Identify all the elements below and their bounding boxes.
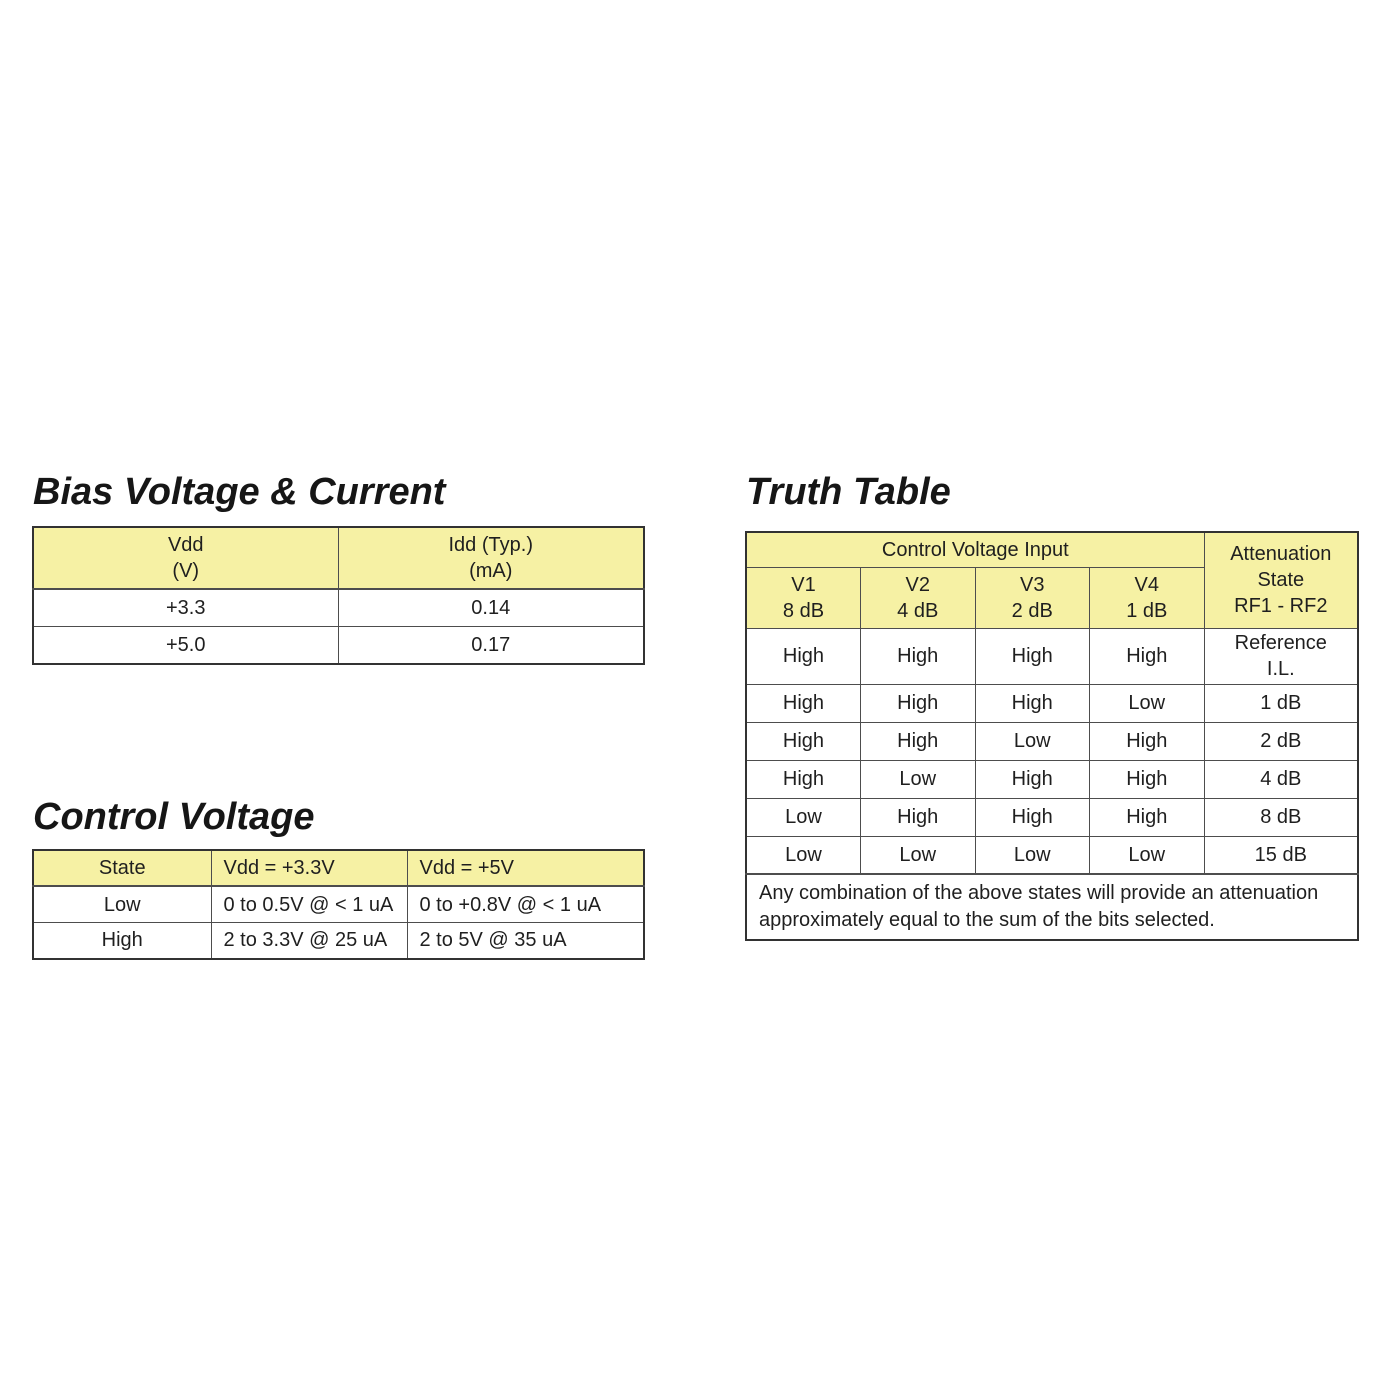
truth-section-title: Truth Table — [746, 471, 951, 513]
truth-cell-v3: High — [975, 798, 1090, 836]
table-header-row — [33, 850, 644, 886]
truth-cell-v1: High — [746, 628, 861, 684]
header-line: Idd (Typ.) — [448, 534, 533, 556]
control-header-vdd5: Vdd = +5V — [407, 850, 644, 886]
truth-cell-attenuation: 15 dB — [1204, 836, 1358, 874]
truth-cell-v1: Low — [746, 798, 861, 836]
bias-cell-vdd: +3.3 — [33, 589, 338, 627]
cell-line: Reference — [1234, 632, 1327, 654]
table-row — [746, 798, 1358, 836]
truth-cell-attenuation: 1 dB — [1204, 684, 1358, 722]
header-line: State — [1257, 569, 1305, 592]
truth-cell-v4: High — [1090, 628, 1205, 684]
bias-cell-idd: 0.14 — [338, 589, 644, 627]
truth-cell-v1: High — [746, 722, 861, 760]
truth-cell-v4: High — [1090, 760, 1205, 798]
control-cell-state: Low — [33, 886, 211, 922]
control-header-state: State — [33, 850, 211, 886]
control-cell-vdd5: 0 to +0.8V @ < 1 uA — [407, 886, 644, 922]
truth-cell-v3: High — [975, 760, 1090, 798]
bias-section-title: Bias Voltage & Current — [33, 471, 446, 513]
header-line: 1 dB — [1126, 599, 1168, 622]
truth-cell-v2: High — [861, 684, 976, 722]
table-row — [33, 886, 644, 922]
header-line: V4 — [1134, 573, 1159, 596]
bias-header-idd — [338, 527, 644, 589]
truth-cell-v2: Low — [861, 760, 976, 798]
truth-cell-v4: High — [1090, 722, 1205, 760]
footnote-line: Any combination of the above states will provide an attenuation — [759, 882, 1319, 904]
truth-cell-v1: High — [746, 760, 861, 798]
header-line: Vdd — [167, 534, 204, 556]
control-section-title: Control Voltage — [33, 796, 315, 838]
table-row — [746, 836, 1358, 874]
truth-subheader-v1 — [746, 567, 861, 628]
table-footnote-row — [746, 874, 1358, 940]
truth-cell-v1: High — [746, 684, 861, 722]
truth-cell-v4: High — [1090, 798, 1205, 836]
header-line: (V) — [172, 560, 200, 582]
truth-cell-v2: High — [861, 798, 976, 836]
control-cell-vdd5: 2 to 5V @ 35 uA — [407, 923, 644, 959]
truth-table — [745, 531, 1359, 941]
truth-cell-v3: High — [975, 684, 1090, 722]
table-row — [33, 627, 644, 665]
table-row — [746, 628, 1358, 684]
truth-cell-v3: Low — [975, 836, 1090, 874]
header-line: V1 — [791, 573, 816, 596]
truth-group-header: Control Voltage Input — [746, 532, 1204, 567]
header-line: V2 — [905, 573, 930, 596]
truth-attenuation-header — [1204, 532, 1358, 628]
header-line: 2 dB — [1011, 599, 1053, 622]
control-cell-vdd33: 2 to 3.3V @ 25 uA — [211, 923, 407, 959]
bias-cell-idd: 0.17 — [338, 627, 644, 665]
table-row — [33, 923, 644, 959]
truth-cell-attenuation: 8 dB — [1204, 798, 1358, 836]
truth-cell-v2: Low — [861, 836, 976, 874]
table-header-row — [33, 527, 644, 589]
header-line: (mA) — [469, 560, 513, 582]
footnote-line: approximately equal to the sum of the bits selected. — [759, 909, 1215, 931]
truth-subheader-v2 — [861, 567, 976, 628]
truth-cell-attenuation: 2 dB — [1204, 722, 1358, 760]
truth-subheader-v3 — [975, 567, 1090, 628]
truth-cell-v3: High — [975, 628, 1090, 684]
table-header-row — [746, 532, 1358, 567]
table-row — [746, 722, 1358, 760]
table-row — [746, 684, 1358, 722]
truth-footnote — [746, 874, 1358, 940]
truth-cell-v4: Low — [1090, 684, 1205, 722]
bias-cell-vdd: +5.0 — [33, 627, 338, 665]
control-cell-state: High — [33, 923, 211, 959]
control-header-vdd33: Vdd = +3.3V — [211, 850, 407, 886]
table-row — [746, 760, 1358, 798]
control-cell-vdd33: 0 to 0.5V @ < 1 uA — [211, 886, 407, 922]
header-line: 8 dB — [782, 599, 825, 622]
header-line: Attenuation — [1230, 543, 1332, 566]
truth-cell-v2: High — [861, 628, 976, 684]
truth-cell-v4: Low — [1090, 836, 1205, 874]
table-row — [33, 589, 644, 627]
header-line: 4 dB — [897, 599, 939, 622]
cell-line: I.L. — [1266, 658, 1295, 680]
truth-cell-v2: High — [861, 722, 976, 760]
truth-cell-attenuation: 4 dB — [1204, 760, 1358, 798]
control-voltage-table — [32, 849, 645, 960]
truth-cell-v1: Low — [746, 836, 861, 874]
bias-voltage-current-table — [32, 526, 645, 665]
bias-header-vdd — [33, 527, 338, 589]
truth-cell-v3: Low — [975, 722, 1090, 760]
truth-cell-attenuation — [1204, 628, 1358, 684]
header-line: RF1 - RF2 — [1234, 595, 1328, 618]
header-line: V3 — [1020, 573, 1045, 596]
truth-subheader-v4 — [1090, 567, 1205, 628]
